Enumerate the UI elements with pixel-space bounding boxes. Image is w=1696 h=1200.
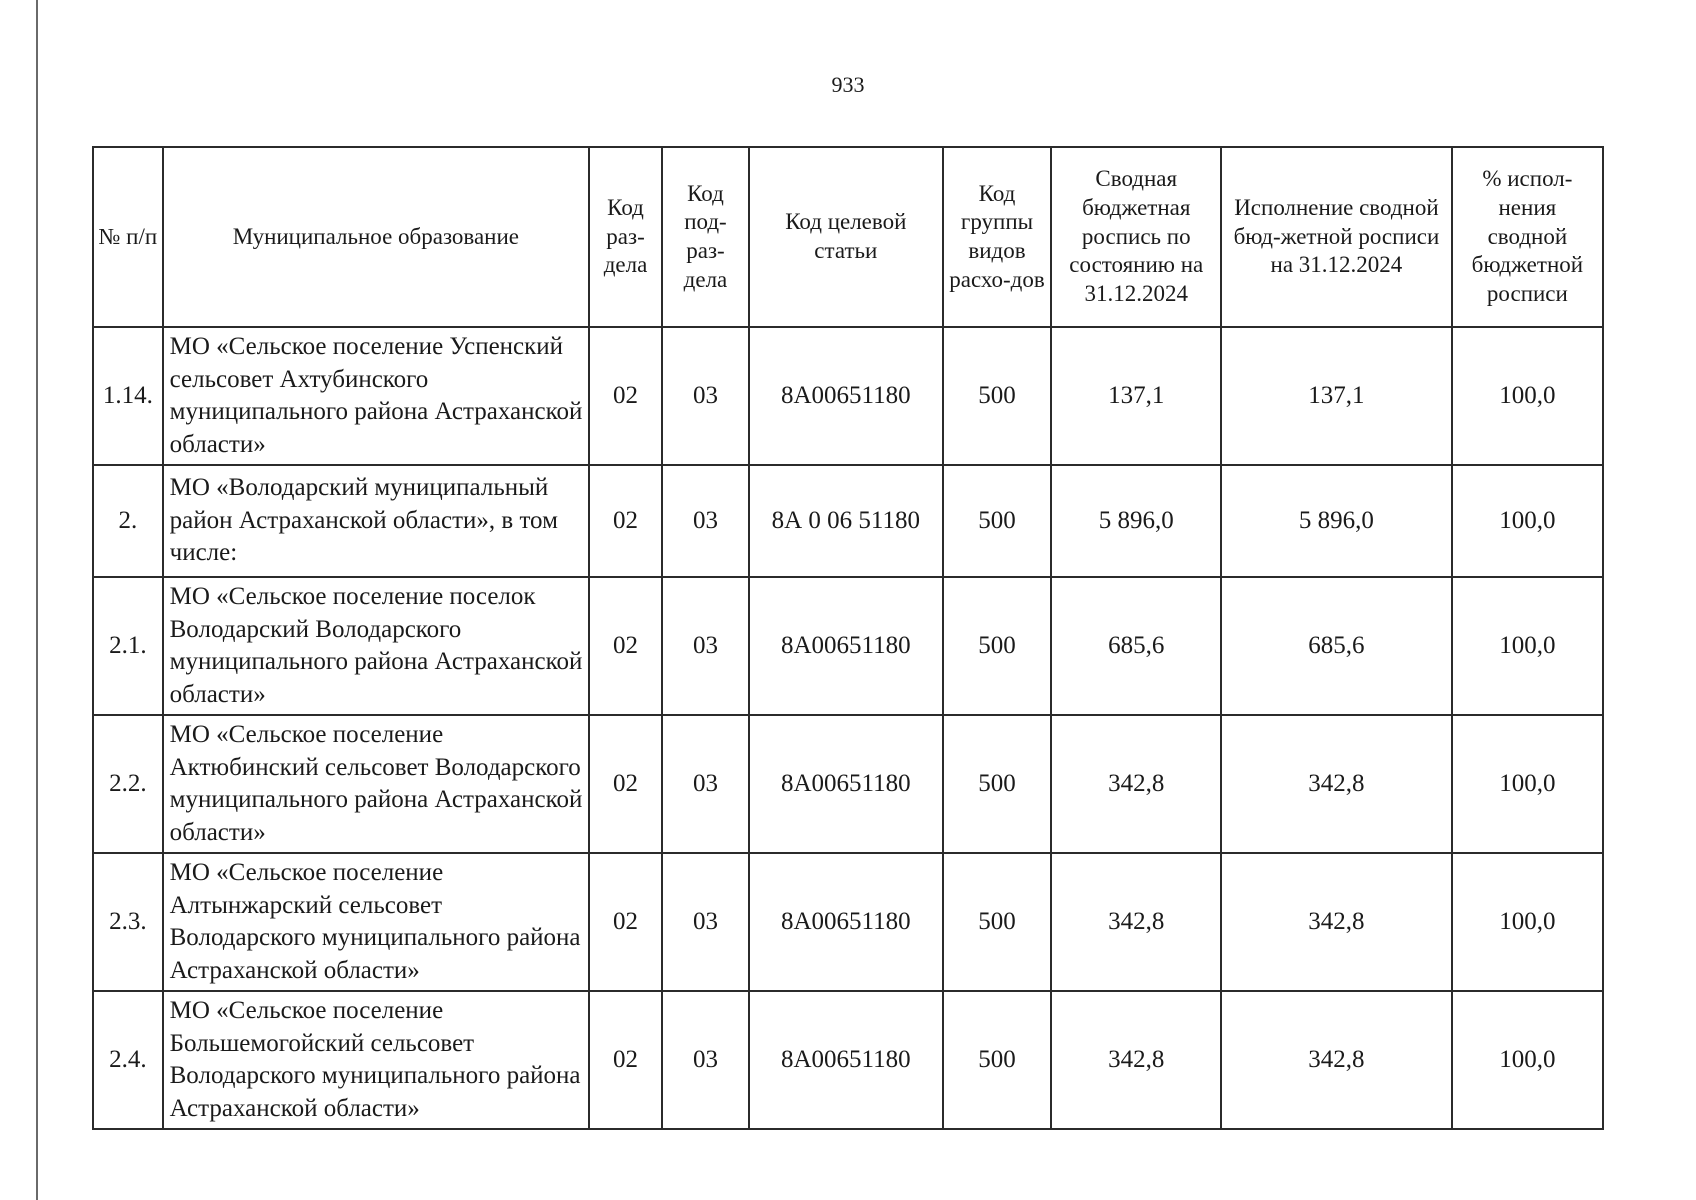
budget-table xyxy=(92,146,1604,1130)
cell-name: МО «Сельское поселение Большемогойский сельсовет Володарского муниципального района Астраханской области» xyxy=(163,991,589,1129)
cell-section: 02 xyxy=(589,327,662,465)
cell-target: 8А 0 06 51180 xyxy=(749,465,943,577)
cell-name: МО «Володарский муниципальный район Астраханской области», в том числе: xyxy=(163,465,589,577)
cell-num: 2.2. xyxy=(93,715,163,853)
cell-num: 2.3. xyxy=(93,853,163,991)
cell-name: МО «Сельское поселение Успенский сельсовет Ахтубинского муниципального района Астраханской области» xyxy=(163,327,589,465)
cell-num: 1.14. xyxy=(93,327,163,465)
cell-subsection: 03 xyxy=(662,715,749,853)
cell-section: 02 xyxy=(589,577,662,715)
cell-num: 2. xyxy=(93,465,163,577)
cell-percent: 100,0 xyxy=(1452,715,1603,853)
table-row xyxy=(93,853,1603,991)
cell-subsection: 03 xyxy=(662,991,749,1129)
cell-section: 02 xyxy=(589,715,662,853)
cell-subsection: 03 xyxy=(662,327,749,465)
cell-target: 8A00651180 xyxy=(749,327,943,465)
cell-group: 500 xyxy=(943,465,1052,577)
header-name: Муниципальное образование xyxy=(163,147,589,327)
header-target: Код целевой статьи xyxy=(749,147,943,327)
cell-group: 500 xyxy=(943,327,1052,465)
cell-executed: 5 896,0 xyxy=(1221,465,1452,577)
page-number: 933 xyxy=(831,72,865,97)
cell-planned: 685,6 xyxy=(1051,577,1221,715)
header-section: Код раз-дела xyxy=(589,147,662,327)
table-header-row xyxy=(93,147,1603,327)
cell-group: 500 xyxy=(943,853,1052,991)
table-row xyxy=(93,327,1603,465)
cell-executed: 685,6 xyxy=(1221,577,1452,715)
header-num: № п/п xyxy=(93,147,163,327)
header-group: Код группы видов расхо-дов xyxy=(943,147,1052,327)
header-executed: Исполнение сводной бюд-жетной росписи на 31.12.2024 xyxy=(1221,147,1452,327)
cell-target: 8A00651180 xyxy=(749,991,943,1129)
cell-target: 8A00651180 xyxy=(749,577,943,715)
cell-executed: 342,8 xyxy=(1221,991,1452,1129)
cell-group: 500 xyxy=(943,715,1052,853)
cell-group: 500 xyxy=(943,577,1052,715)
cell-planned: 137,1 xyxy=(1051,327,1221,465)
cell-section: 02 xyxy=(589,991,662,1129)
cell-section: 02 xyxy=(589,465,662,577)
cell-name: МО «Сельское поселение поселок Володарский Володарского муниципального района Астраханской области» xyxy=(163,577,589,715)
left-margin-line xyxy=(36,0,38,1200)
cell-percent: 100,0 xyxy=(1452,853,1603,991)
cell-subsection: 03 xyxy=(662,853,749,991)
cell-percent: 100,0 xyxy=(1452,327,1603,465)
header-subsection: Код под-раз-дела xyxy=(662,147,749,327)
cell-group: 500 xyxy=(943,991,1052,1129)
cell-executed: 137,1 xyxy=(1221,327,1452,465)
cell-planned: 342,8 xyxy=(1051,853,1221,991)
cell-executed: 342,8 xyxy=(1221,853,1452,991)
table-row xyxy=(93,991,1603,1129)
cell-name: МО «Сельское поселение Алтынжарский сельсовет Володарского муниципального района Астраханской области» xyxy=(163,853,589,991)
cell-section: 02 xyxy=(589,853,662,991)
cell-planned: 342,8 xyxy=(1051,715,1221,853)
cell-executed: 342,8 xyxy=(1221,715,1452,853)
cell-subsection: 03 xyxy=(662,465,749,577)
cell-planned: 5 896,0 xyxy=(1051,465,1221,577)
cell-subsection: 03 xyxy=(662,577,749,715)
table-row xyxy=(93,715,1603,853)
cell-target: 8A00651180 xyxy=(749,853,943,991)
cell-percent: 100,0 xyxy=(1452,577,1603,715)
cell-num: 2.1. xyxy=(93,577,163,715)
header-percent: % испол-нения сводной бюджетной росписи xyxy=(1452,147,1603,327)
cell-percent: 100,0 xyxy=(1452,465,1603,577)
cell-percent: 100,0 xyxy=(1452,991,1603,1129)
table-row xyxy=(93,577,1603,715)
cell-name: МО «Сельское поселение Актюбинский сельсовет Володарского муниципального района Астраханской области» xyxy=(163,715,589,853)
cell-planned: 342,8 xyxy=(1051,991,1221,1129)
cell-target: 8A00651180 xyxy=(749,715,943,853)
cell-num: 2.4. xyxy=(93,991,163,1129)
header-planned: Сводная бюджетная роспись по состоянию на 31.12.2024 xyxy=(1051,147,1221,327)
table-row xyxy=(93,465,1603,577)
